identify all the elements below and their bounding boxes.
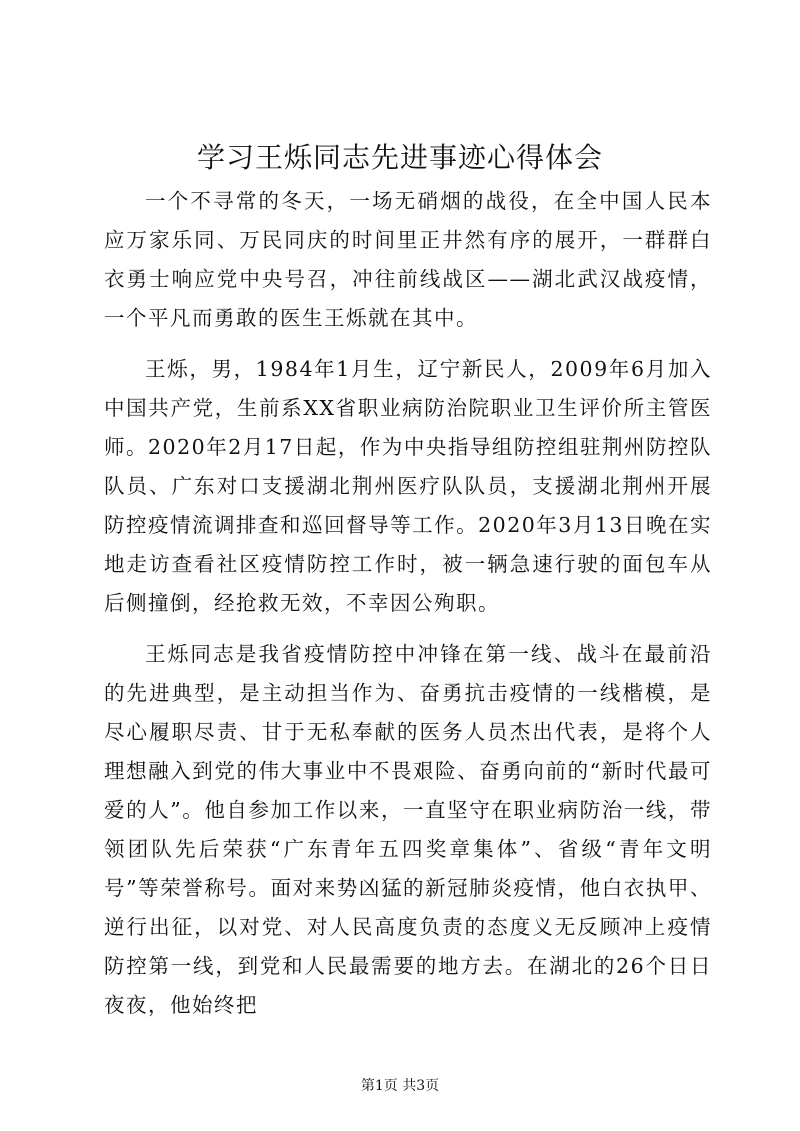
paragraph: 一个不寻常的冬天，一场无硝烟的战役，在全中国人民本应万家乐同、万民同庆的时间里正井然有序的展开，一群群白衣勇士响应党中央号召，冲往前线战区——湖北武汉战疫情，一个平凡而勇敢的医生王烁就在其中。	[104, 189, 712, 330]
document-body	[104, 182, 712, 1037]
page-number-footer: 第1页 共3页	[360, 1078, 440, 1094]
document-title: 学习王烁同志先进事迹心得体会	[196, 141, 603, 174]
paragraph: 王烁，男，1984年1月生，辽宁新民人，2009年6月加入中国共产党，生前系XX省职业病防治院职业卫生评价所主管医师。2020年2月17日起，作为中央指导组防控组驻荆州防控队队员、广东对口支援湖北荆州医疗队队员，支援湖北荆州开展防控疫情流调排查和巡回督导等工作。2020年3月13日晚在实地走访查看社区疫情防控工作时，被一辆急速行驶的面包车从后侧撞倒，经抢救无效，不幸因公殉职。	[104, 357, 712, 615]
paragraph: 王烁同志是我省疫情防控中冲锋在第一线、战斗在最前沿的先进典型，是主动担当作为、奋勇抗击疫情的一线楷模，是尽心履职尽责、甘于无私奉献的医务人员杰出代表，是将个人理想融入到党的伟大事业中不畏艰险、奋勇向前的“新时代最可爱的人”。他自参加工作以来，一直坚守在职业病防治一线，带领团队先后荣获“广东青年五四奖章集体”、省级“青年文明号”等荣誉称号。面对来势凶猛的新冠肺炎疫情，他白衣执甲、逆行出征，以对党、对人民高度负责的态度义无反顾冲上疫情防控第一线，到党和人民最需要的地方去。在湖北的26个日日夜夜，他始终把	[104, 642, 712, 1017]
